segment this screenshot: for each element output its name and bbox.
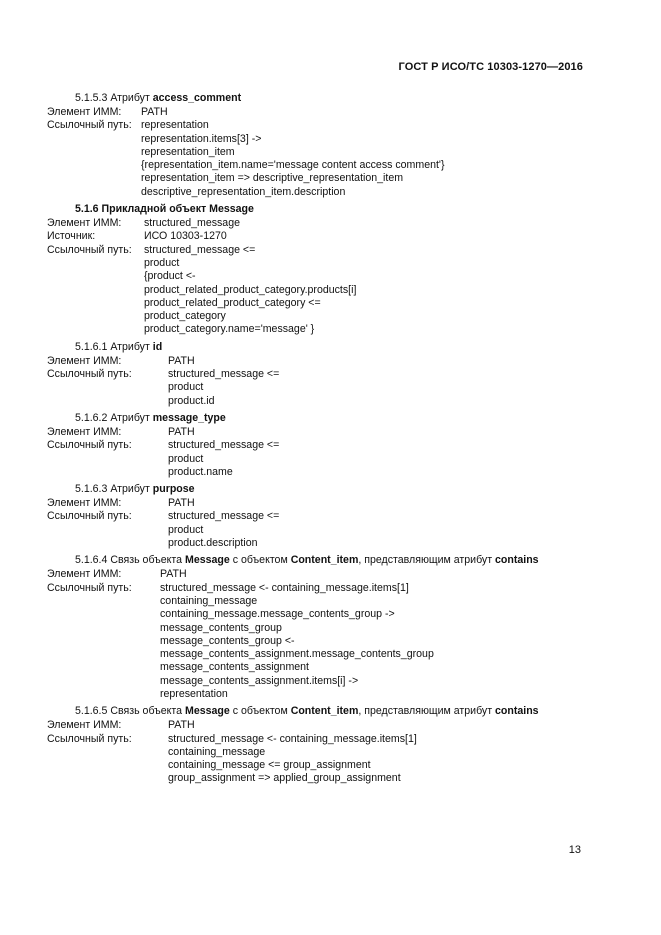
row-value: {representation_item.name='message content access comment'} <box>141 159 445 172</box>
row-value: product.name <box>168 465 233 478</box>
row-value: product <box>144 256 180 269</box>
row-label <box>47 466 168 479</box>
path-row <box>47 106 587 119</box>
row-label <box>47 172 141 185</box>
row-label: Ссылочный путь: <box>47 368 132 381</box>
row-value: product_category.name='message' } <box>144 323 315 336</box>
path-row <box>47 426 587 439</box>
row-value: product_related_product_category.products[i] <box>144 283 357 296</box>
path-row <box>47 648 587 661</box>
row-label <box>47 395 168 408</box>
path-row <box>47 355 587 368</box>
heading-text: 5.1.6.3 Атрибут <box>75 483 153 496</box>
path-row <box>47 497 587 510</box>
row-label: Ссылочный путь: <box>47 510 132 523</box>
path-row <box>47 159 587 172</box>
section-heading <box>47 553 587 568</box>
document-body <box>47 91 587 786</box>
row-label: Элемент ИММ: <box>47 354 122 367</box>
path-row <box>47 510 587 523</box>
heading-part: access_comment <box>152 92 242 104</box>
row-label <box>47 297 144 310</box>
row-value: PATH <box>160 568 187 581</box>
row-label <box>47 608 160 621</box>
heading-text: 5.1.5.3 Атрибут <box>75 92 153 104</box>
path-row <box>47 733 587 746</box>
row-value: structured_message <= <box>168 439 280 452</box>
path-row <box>47 133 587 146</box>
path-row <box>47 270 587 283</box>
path-row <box>47 568 587 581</box>
row-value: product <box>168 523 204 536</box>
row-label <box>47 524 168 537</box>
path-row <box>47 661 587 674</box>
heading-part: contains <box>495 554 539 567</box>
path-row <box>47 119 587 132</box>
row-label: Элемент ИММ: <box>47 719 122 732</box>
row-value: PATH <box>168 354 195 367</box>
path-row <box>47 172 587 185</box>
row-label: Ссылочный путь: <box>47 439 132 452</box>
row-label <box>47 688 160 701</box>
heading-part: contains <box>495 705 539 718</box>
row-value: product_related_product_category <= <box>144 296 321 309</box>
path-row <box>47 146 587 159</box>
heading-part: с объектом <box>229 705 291 718</box>
path-row <box>47 582 587 595</box>
path-row <box>47 297 587 310</box>
section-heading <box>47 482 587 497</box>
row-label: Ссылочный путь: <box>47 243 132 256</box>
section-heading <box>47 202 587 217</box>
path-row <box>47 772 587 785</box>
row-value: structured_message <box>144 217 240 230</box>
heading-part: , представляющим атрибут <box>358 554 496 567</box>
row-value: containing_message <box>168 745 266 758</box>
path-row <box>47 323 587 336</box>
path-row <box>47 635 587 648</box>
row-label: Ссылочный путь: <box>47 732 132 745</box>
heading-part: с объектом <box>229 554 291 567</box>
row-label: Источник: <box>47 230 96 243</box>
heading-part: Content_item <box>290 705 359 718</box>
row-value: structured_message <- containing_message.items[1] <box>168 732 417 745</box>
row-label: Элемент ИММ: <box>47 425 122 438</box>
heading-text: 5.1.6.1 Атрибут <box>75 340 153 353</box>
row-value: message_contents_group <- <box>160 634 295 647</box>
row-label <box>47 381 168 394</box>
row-label <box>47 146 141 159</box>
row-value: product.id <box>168 394 215 407</box>
row-label <box>47 159 141 172</box>
page-number: 13 <box>568 844 581 856</box>
path-row <box>47 257 587 270</box>
row-value: message_contents_assignment.items[i] -> <box>160 674 359 687</box>
row-label <box>47 270 144 283</box>
path-row <box>47 688 587 701</box>
row-label: Элемент ИММ: <box>47 217 122 230</box>
heading-part: message_type <box>152 411 226 424</box>
row-value: structured_message <= <box>168 510 280 523</box>
path-row <box>47 230 587 243</box>
row-label <box>47 635 160 648</box>
row-label <box>47 746 168 759</box>
path-row <box>47 759 587 772</box>
heading-text: 5.1.6.2 Атрибут <box>75 411 153 424</box>
heading-text: 5.1.6.5 Связь объекта <box>75 705 185 718</box>
row-value: representation <box>160 687 228 700</box>
path-row <box>47 608 587 621</box>
row-value: structured_message <- containing_message.items[1] <box>160 581 409 594</box>
heading-part: Message <box>185 705 230 718</box>
row-value: product_category <box>144 310 226 323</box>
row-label <box>47 675 160 688</box>
row-value: structured_message <= <box>144 243 256 256</box>
row-label <box>47 284 144 297</box>
section-heading <box>47 91 587 106</box>
path-row <box>47 244 587 257</box>
row-label: Элемент ИММ: <box>47 497 122 510</box>
heading-text: 5.1.6 Прикладной объект Message <box>75 203 254 216</box>
path-row <box>47 453 587 466</box>
path-row <box>47 719 587 732</box>
row-value: message_contents_assignment.message_contents_group <box>160 648 434 661</box>
row-value: PATH <box>168 425 195 438</box>
row-label: Элемент ИММ: <box>47 568 122 581</box>
row-label <box>47 323 144 336</box>
section-heading <box>47 704 587 719</box>
row-label: Ссылочный путь: <box>47 119 132 132</box>
row-value: product.description <box>168 537 258 550</box>
path-row <box>47 439 587 452</box>
row-label <box>47 595 160 608</box>
row-value: containing_message <box>160 594 258 607</box>
row-value: structured_message <= <box>168 368 280 381</box>
path-row <box>47 310 587 323</box>
row-label: Элемент ИММ: <box>47 106 122 118</box>
document-header: ГОСТ Р ИСО/ТС 10303-1270—2016 <box>398 61 583 73</box>
path-row <box>47 217 587 230</box>
row-value: representation.items[3] -> <box>141 132 262 145</box>
path-row <box>47 675 587 688</box>
heading-part: Message <box>185 554 230 567</box>
path-row <box>47 368 587 381</box>
row-value: message_contents_assignment <box>160 661 309 674</box>
row-label <box>47 186 141 199</box>
row-label <box>47 453 168 466</box>
heading-part: , представляющим атрибут <box>358 705 496 718</box>
path-row <box>47 381 587 394</box>
row-label: Ссылочный путь: <box>47 581 132 594</box>
row-value: representation_item => descriptive_representation_item <box>141 172 404 185</box>
row-label <box>47 622 160 635</box>
row-label <box>47 772 168 785</box>
heading-part: Content_item <box>290 554 359 567</box>
row-label <box>47 310 144 323</box>
path-row <box>47 595 587 608</box>
row-label <box>47 759 168 772</box>
row-value: product <box>168 381 204 394</box>
path-row <box>47 284 587 297</box>
row-label <box>47 257 144 270</box>
row-value: descriptive_representation_item.description <box>141 185 346 198</box>
path-row <box>47 186 587 199</box>
row-value: product <box>168 452 204 465</box>
row-value: PATH <box>141 106 168 118</box>
row-value: containing_message <= group_assignment <box>168 759 371 772</box>
row-label <box>47 133 141 146</box>
path-row <box>47 524 587 537</box>
row-value: group_assignment => applied_group_assignment <box>168 772 401 785</box>
section-heading <box>47 411 587 426</box>
row-value: representation_item <box>141 145 235 158</box>
row-value: representation <box>141 119 209 132</box>
path-row <box>47 537 587 550</box>
section-heading <box>47 340 587 355</box>
row-value: PATH <box>168 497 195 510</box>
row-label <box>47 648 160 661</box>
heading-part: purpose <box>152 483 195 496</box>
row-value: message_contents_group <box>160 621 282 634</box>
path-row <box>47 466 587 479</box>
row-value: ИСО 10303-1270 <box>144 230 227 243</box>
row-label <box>47 661 160 674</box>
heading-part: id <box>152 340 163 353</box>
row-value: {product <- <box>144 270 196 283</box>
heading-text: 5.1.6.4 Связь объекта <box>75 554 185 567</box>
path-row <box>47 395 587 408</box>
row-value: PATH <box>168 719 195 732</box>
row-value: containing_message.message_contents_group -> <box>160 608 395 621</box>
row-label <box>47 537 168 550</box>
path-row <box>47 746 587 759</box>
path-row <box>47 622 587 635</box>
